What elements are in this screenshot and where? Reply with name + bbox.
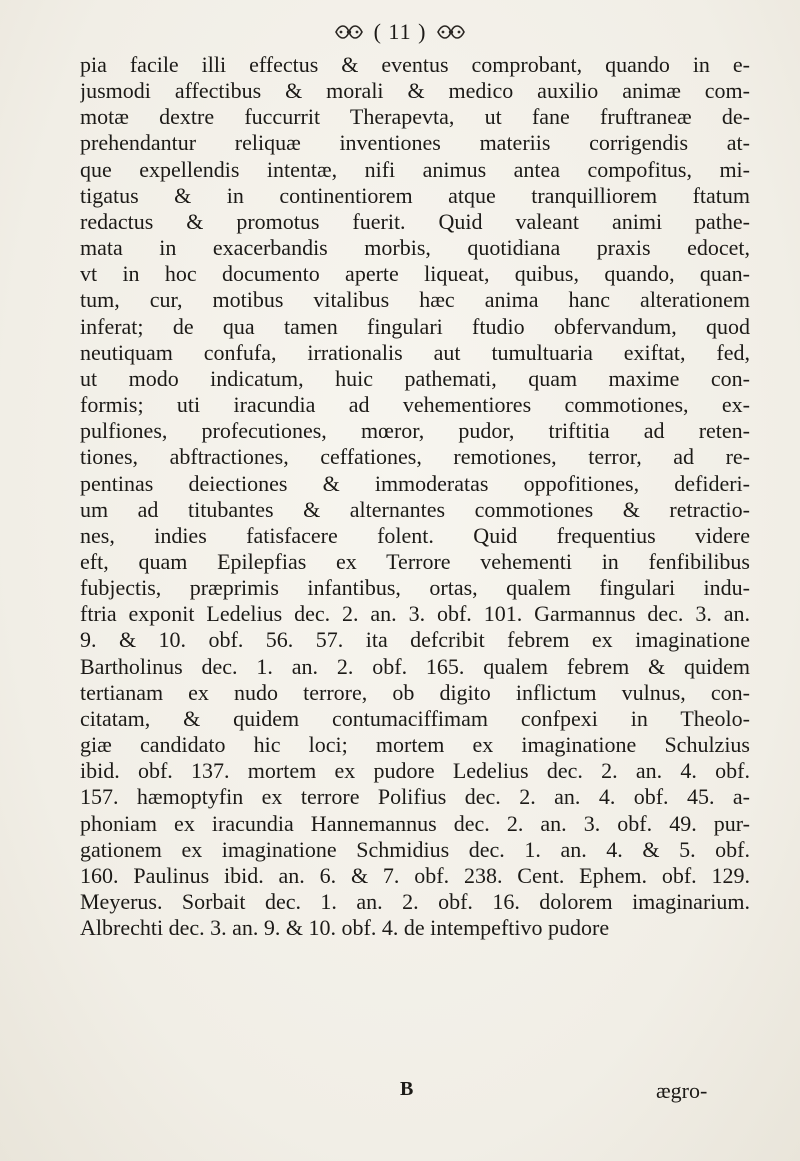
text-line: giæ candidato hic loci; mortem ex imaginatione Schulzius [80, 732, 750, 758]
page-header [0, 12, 800, 52]
text-line: inferat; de qua tamen fingulari ftudio obfervandum, quod [80, 313, 750, 339]
text-line: gationem ex imaginatione Schmidius dec. 1. an. 4. & 5. obf. [80, 836, 750, 862]
text-line: 157. hæmoptyfin ex terrore Polifius dec. 2. an. 4. obf. 45. a- [80, 784, 750, 810]
text-line: pulfiones, profecutiones, mœror, pudor, triftitia ad reten- [80, 418, 750, 444]
text-line: Bartholinus dec. 1. an. 2. obf. 165. qualem febrem & quidem [80, 653, 750, 679]
text-line: 9. & 10. obf. 56. 57. ita defcribit febrem ex imaginatione [80, 627, 750, 653]
text-line: pentinas deiectiones & immoderatas oppofitiones, defideri- [80, 470, 750, 496]
text-line: citatam, & quidem contumaciffimam confpexi in Theolo- [80, 705, 750, 731]
page-number: ( 11 ) [373, 19, 427, 44]
text-line: nes, indies fatisfacere folent. Quid frequentius videre [80, 522, 750, 548]
fleuron-icon [334, 22, 364, 42]
text-line: 160. Paulinus ibid. an. 6. & 7. obf. 238. Cent. Ephem. obf. 129. [80, 862, 750, 888]
text-line: pia facile illi effectus & eventus comprobant, quando in e- [80, 52, 750, 77]
text-line: que expellendis intentæ, nifi animus antea compofitus, mi- [80, 156, 750, 182]
text-line: formis; uti iracundia ad vehementiores commotiones, ex- [80, 392, 750, 418]
text-line: Meyerus. Sorbait dec. 1. an. 2. obf. 16. dolorem imaginarium. [80, 889, 750, 914]
text-line: ibid. obf. 137. mortem ex pudore Ledelius dec. 2. an. 4. obf. [80, 758, 750, 784]
text-line: ftria exponit Ledelius dec. 2. an. 3. obf. 101. Garmannus dec. 3. an. [80, 601, 750, 627]
text-line: Albrechti dec. 3. an. 9. & 10. obf. 4. de intempeftivo pudore [80, 915, 610, 941]
text-line: fubjectis, præprimis infantibus, ortas, qualem fingulari indu- [80, 575, 750, 601]
text-line: mata in exacerbandis morbis, quotidiana praxis edocet, [80, 235, 750, 261]
text-line: redactus & promotus fuerit. Quid valeant animi pathe- [80, 208, 750, 234]
body-text [80, 52, 750, 941]
text-line: phoniam ex iracundia Hannemannus dec. 2. an. 3. obf. 49. pur- [80, 810, 750, 836]
text-line: jusmodi affectibus & morali & medico auxilio animæ com- [80, 78, 750, 104]
text-line: tigatus & in continentiorem atque tranquilliorem ftatum [80, 182, 750, 208]
text-line: tiones, abftractiones, ceffationes, remotiones, terror, ad re- [80, 444, 750, 470]
text-line: um ad titubantes & alternantes commotiones & retractio- [80, 496, 750, 522]
text-line: eft, quam Epilepfias ex Terrore vehementi in fenfibilibus [80, 548, 750, 574]
text-line: tertianam ex nudo terrore, ob digito inflictum vulnus, con- [80, 679, 750, 705]
text-line: tum, cur, motibus vitalibus hæc anima hanc alterationem [80, 287, 750, 313]
fleuron-icon [436, 22, 466, 42]
text-line: neutiquam confufa, irrationalis aut tumultuaria exiftat, fed, [80, 339, 750, 365]
text-line: prehendantur reliquæ inventiones materiis corrigendis at- [80, 130, 750, 156]
text-line: vt in hoc documento aperte liqueat, quibus, quando, quan- [80, 261, 750, 287]
text-line: ut modo indicatum, huic pathemati, quam maxime con- [80, 365, 750, 391]
catchword: ægro- [656, 1078, 708, 1103]
text-line: motæ dextre fuccurrit Therapevta, ut fane fruftraneæ de- [80, 104, 750, 130]
signature-mark: B [400, 1078, 414, 1100]
